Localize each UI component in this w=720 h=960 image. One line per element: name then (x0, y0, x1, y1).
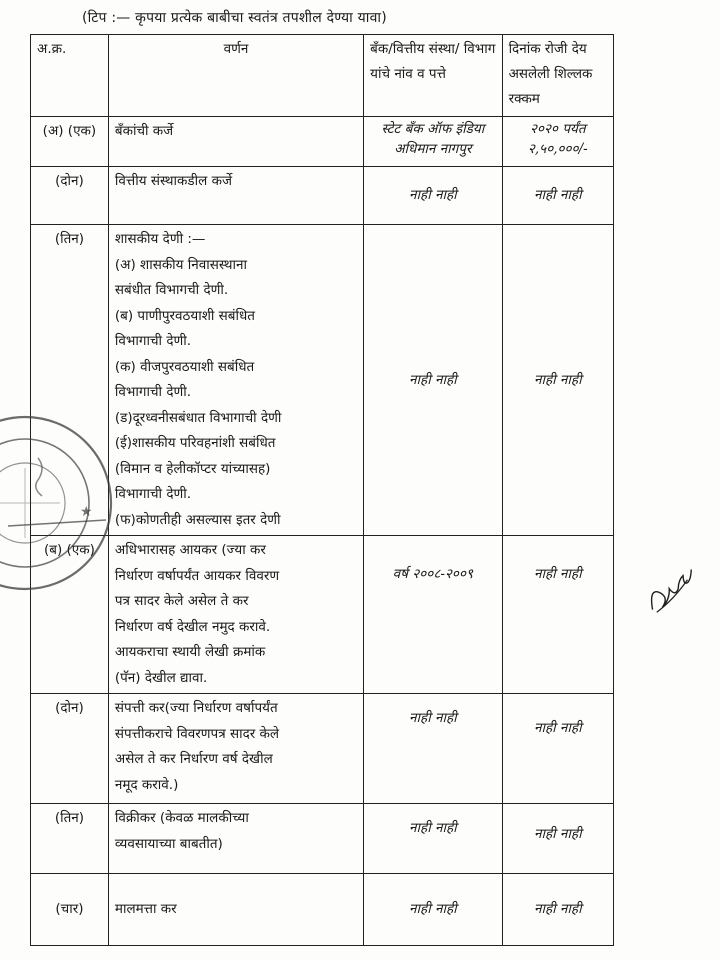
description-line: (विमान व हेलीकॉप्टर यांच्यासह) (114, 460, 271, 477)
row-balance-handwritten (502, 117, 613, 167)
header-serial-number: अ.क्र. (31, 35, 109, 117)
description-line: (ब) पाणीपुरवठयाशी सबंधित (114, 307, 255, 324)
signature-mark (640, 560, 702, 620)
description-line: नमूद करावे.) (114, 776, 179, 793)
description-line: मालमत्ता कर (114, 901, 177, 917)
handwritten-line: वर्ष २००८-२००९ (392, 566, 473, 582)
handwritten-line: नाही नाही (409, 710, 457, 726)
description-line: (अ) शासकीय निवासस्थाना (114, 256, 248, 273)
description-line: बँकांची कर्जे (114, 123, 174, 139)
description-line: (ड)दूरध्वनीसबंधात विभागाची देणी (114, 409, 282, 426)
row-bank-handwritten (364, 804, 502, 874)
header-bank-name: बँक/वित्तीय संस्था/ विभाग यांचे नांव व पत्ते (364, 35, 502, 117)
handwritten-line: नाही नाही (533, 901, 582, 917)
row-balance-handwritten (502, 536, 613, 694)
description-line: विभागाची देणी. (114, 486, 192, 502)
row-balance-handwritten (502, 167, 613, 225)
handwritten-line: २०२० पर्यंत (529, 121, 586, 137)
row-bank-handwritten (364, 167, 502, 225)
table-row (31, 536, 614, 694)
description-line: विक्रीकर (केवळ मालकीच्या (114, 810, 249, 826)
row-balance-handwritten (502, 804, 613, 874)
handwritten-line: नाही नाही (533, 371, 582, 388)
description-line: वित्तीय संस्थाकडील कर्जे (114, 173, 232, 189)
table-header-row (31, 35, 614, 117)
header-description: वर्णन (108, 35, 363, 117)
handwritten-line: नाही नाही (533, 826, 582, 842)
description-line: संपत्ती कर(ज्या निर्धारण वर्षापर्यंत (114, 700, 278, 716)
table-row (31, 874, 614, 946)
description-line: निर्धारण वर्ष देखील नमुद करावे. (114, 618, 271, 635)
handwritten-line: नाही नाही (409, 187, 457, 203)
description-line: शासकीय देणी :— (114, 231, 206, 247)
row-description (108, 874, 363, 946)
description-line: व्यवसायाच्या बाबतीत) (114, 835, 223, 852)
description-line: विभागाची देणी. (114, 384, 192, 400)
row-description (108, 117, 363, 167)
handwritten-line: नाही नाही (533, 720, 582, 736)
row-serial-number: (ब) (एक) (31, 536, 109, 694)
dues-table (30, 34, 614, 946)
handwritten-line: नाही नाही (533, 566, 582, 582)
row-serial-number: (दोन) (31, 167, 109, 225)
handwritten-line: नाही नाही (409, 901, 457, 917)
description-line: (ई)शासकीय परिवहनांशी सबंधित (114, 435, 276, 451)
description-line: असेल ते कर निर्धारण वर्ष देखील (114, 751, 273, 767)
handwritten-line: नाही नाही (533, 187, 582, 203)
description-line: विभागाची देणी. (114, 333, 192, 349)
row-serial-number: (अ) (एक) (31, 117, 109, 167)
description-line: संपत्तीकराचे विवरणपत्र सादर केले (114, 725, 280, 742)
description-line: (क) वीजपुरवठयाशी सबंधित (114, 358, 255, 375)
svg-text:★: ★ (80, 504, 93, 520)
row-description (108, 536, 363, 694)
row-description (108, 694, 363, 804)
handwritten-line: नाही नाही (409, 371, 457, 388)
table-row (31, 167, 614, 225)
description-line: सबंधीत विभागची देणी. (114, 282, 229, 298)
row-balance-handwritten (502, 694, 613, 804)
description-line: आयकराचा स्थायी लेखी क्रमांक (114, 644, 266, 660)
table-row (31, 694, 614, 804)
row-description (108, 225, 363, 536)
description-line: पत्र सादर केले असेल ते कर (114, 593, 249, 609)
row-description (108, 804, 363, 874)
row-bank-handwritten (364, 536, 502, 694)
row-balance-handwritten (502, 874, 613, 946)
handwritten-line: नाही नाही (409, 820, 457, 836)
description-line: निर्धारण वर्षापर्यंत आयकर विवरण (114, 567, 280, 584)
row-serial-number: (तिन) (31, 804, 109, 874)
row-serial-number: (दोन) (31, 694, 109, 804)
row-bank-handwritten (364, 694, 502, 804)
header-balance-amount: दिनांक रोजी देय असलेली शिल्लक रक्कम (502, 35, 613, 117)
table-row (31, 117, 614, 167)
row-bank-handwritten (364, 117, 502, 167)
handwritten-line: २,५०,०००/- (527, 141, 588, 157)
handwritten-line: स्टेट बँक ऑफ इंडिया (381, 121, 485, 137)
description-line: (फ)कोणतीही असल्यास इतर देणी (114, 511, 281, 528)
row-serial-number: (तिन) (31, 225, 109, 536)
description-line: (पॅन) देखील द्यावा. (114, 669, 208, 686)
table-row (31, 804, 614, 874)
row-balance-handwritten (502, 225, 613, 536)
table-row (31, 225, 614, 536)
row-bank-handwritten (364, 874, 502, 946)
description-line: अधिभारासह आयकर (ज्या कर (114, 542, 266, 558)
row-serial-number: (चार) (31, 874, 109, 946)
row-bank-handwritten (364, 225, 502, 536)
row-description (108, 167, 363, 225)
handwritten-line: अधिमान नागपुर (394, 141, 472, 157)
instruction-note: (टिप :— कृपया प्रत्येक बाबीचा स्वतंत्र तपशील देण्या यावा) (82, 10, 387, 26)
